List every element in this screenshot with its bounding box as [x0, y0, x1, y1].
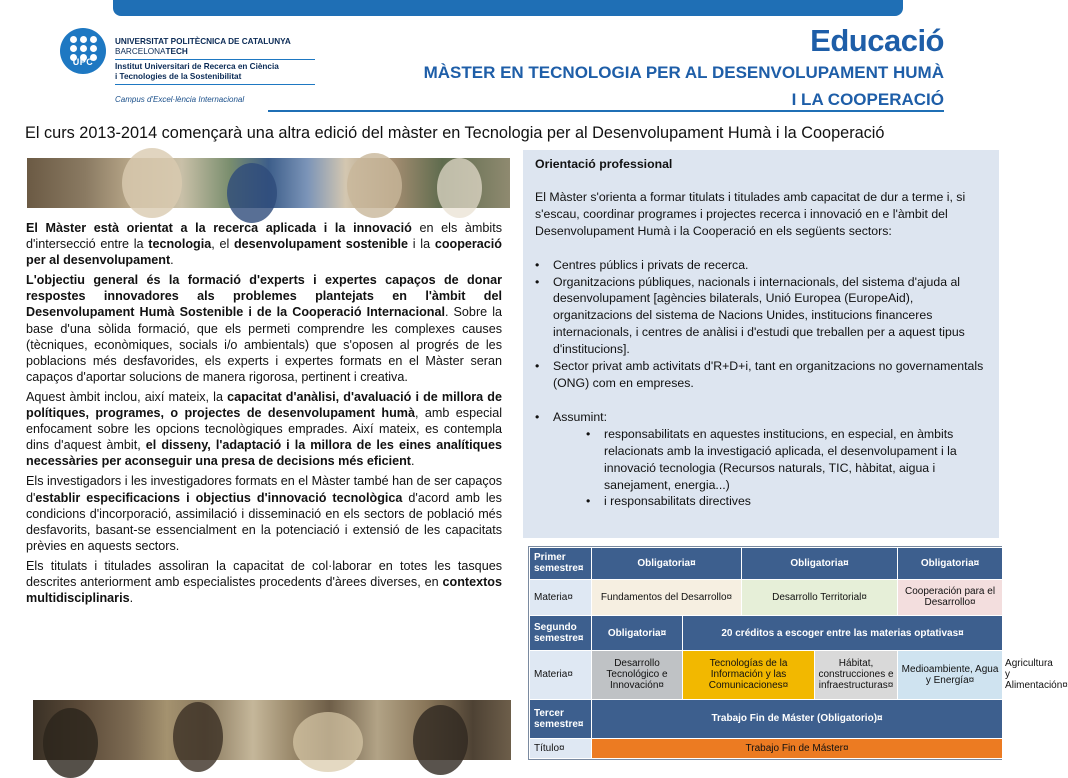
bold-text-run: capacitat d'anàlisi, d'avaluació i de millora de polítiques, programes, o projectes de desenvolupament humà: [26, 389, 502, 421]
text-run: Els investigadors i les investigadores formats en el Màster també han de ser capaços d': [26, 474, 502, 505]
master-description: [26, 220, 502, 610]
field-work-photo: [27, 158, 510, 208]
text-run: en els àmbits d'intersecció entre la: [26, 221, 502, 252]
university-name: UNIVERSITAT POLITÈCNICA DE CATALUNYA: [115, 37, 291, 46]
list-item: • responsabilitats en aquestes institucions, en especial, en àmbits relacionats amb la investigació aplicada, el desenvolupament i la innovació tecnologia (Recursos naturals, TIC, hàbitat, aigua i sanejament, energia...): [535, 426, 987, 494]
table-cell: Obligatoria¤: [742, 548, 898, 580]
page-subtitle-line1: MÀSTER EN TECNOLOGIA PER AL DESENVOLUPAMENT HUMÀ: [423, 63, 944, 82]
text-run: d'acord amb les condicions d'incorporació, assimilació i disseminació en els sectors de població més desfavorits, basant-se essencialment en la potenciació i extensió de les capacitats prèvies en aquests sectors.: [26, 490, 502, 553]
text-run: .: [410, 454, 415, 469]
page-subtitle-line2: I LA COOPERACIÓ: [791, 90, 944, 109]
table-row: [530, 579, 1003, 616]
row-label: Materia¤: [530, 579, 592, 616]
description-paragraph: [26, 220, 502, 268]
table-cell: Tecnologías de la Información y las Comunicaciones¤: [683, 650, 815, 699]
text-run: , amb especial enfocament sobre les opcions tecnològiques emprades. Així mateix, es contempla dins d'aquest àmbit,: [26, 406, 502, 453]
bold-text-run: desenvolupament sostenible: [233, 237, 409, 252]
text-run: .: [170, 253, 174, 268]
text-run: .: [129, 591, 134, 606]
table-cell: Desarrollo Territorial¤: [742, 579, 898, 616]
table-cell: Cooperación para el Desarrollo¤: [898, 579, 1003, 616]
row-label: Materia¤: [530, 650, 592, 699]
table-row: [530, 699, 1003, 738]
logo-text: UPC: [72, 57, 94, 67]
logo-divider: [115, 84, 315, 85]
table-cell: Obligatoria¤: [898, 548, 1003, 580]
bold-text-run: L'objectiu general és la formació d'experts i expertes capaços de donar respostes innovadores als problemes plantejats en l'àmbit del Desenvolupament Humà Sostenible i de la Cooperació Internacional: [26, 273, 502, 320]
table-row: Materia¤ Desarrollo Tecnológico e Innovación¤ Tecnologías de la Información y las Comunicaciones¤ Hábitat, construcciones e infraestructuras¤ Medioambiente, Agua y Energía¤ Agricultura y Alimentación¤: [530, 650, 1003, 699]
assumint-sublist: [535, 426, 987, 511]
institute-name: Institut Universitari de Recerca en Ciència i Tecnologies de la Sostenibilitat: [115, 62, 279, 81]
community-photo: [33, 700, 511, 760]
professional-orientation-panel: [523, 150, 999, 538]
list-item: • Sector privat amb activitats d'R+D+i, tant en organitzacions no governamentals (ONG) com en empreses.: [535, 358, 987, 392]
orientation-intro: El Màster s'orienta a formar titulats i titulades amb capacitat de dur a terme i, si s'escau, coordinar programes i projectes recerca i innovació en e l'àmbit del Desenvolupament Humà i la Cooperació en els següents sectors:: [535, 189, 966, 238]
list-item: • Organitzacions públiques, nacionals i internacionals, del sistema d'ajuda al desenvolupament [agències bilaterals, Unió Europea (EuropeAid), organitzacions del sistema de Nacions Unides, institucions financeres internacionals, i centres de anàlisi i d'estudi que treballen per a aquest tipus d'institucions].: [535, 274, 987, 359]
orientation-title: Orientació professional: [535, 157, 673, 171]
list-item: • Centres públics i privats de recerca.: [535, 257, 987, 274]
table-cell: 20 créditos a escoger entre las materias optativas¤: [683, 616, 1003, 651]
bold-text-run: contextos multidisciplinaris: [26, 574, 502, 606]
description-paragraph: [26, 558, 502, 606]
program-structure-table: [528, 546, 1068, 760]
semester-label: Primer semestre¤: [530, 548, 592, 580]
text-run: Els titulats i titulades assoliran la capacitat de col·laborar en totes les tasques descrites anteriorment amb especialistes procedents d'àrees diverses, en: [26, 558, 502, 589]
page-title: Educació: [810, 23, 944, 58]
table-cell: Trabajo Fin de Máster¤: [592, 738, 1003, 758]
table-row: [530, 616, 1003, 651]
bold-text-run: establir especificacions i objectius d'innovació tecnològica: [35, 490, 403, 505]
table-cell: Medioambiente, Agua y Energía¤: [898, 650, 1003, 699]
text-run: , el: [211, 237, 234, 252]
list-item: • Assumint:: [535, 409, 987, 426]
table-row: [530, 738, 1003, 758]
semester-label: Tercer semestre¤: [530, 699, 592, 738]
bold-text-run: el disseny, l'adaptació i la millora de les eines analítiques necessàries per aconseguir una presa de decisions més eficient: [26, 438, 502, 469]
row-label: Título¤: [530, 738, 592, 758]
table-cell: Trabajo Fin de Máster (Obligatorio)¤: [592, 699, 1003, 738]
description-paragraph: [26, 272, 502, 385]
table-cell: Desarrollo Tecnológico e Innovación¤: [592, 650, 683, 699]
table-row: [530, 548, 1003, 580]
text-run: i la: [408, 237, 435, 252]
top-banner-bar: [113, 0, 903, 16]
campus-label: Campus d'Excel·lència Internacional: [115, 95, 245, 104]
bold-text-run: cooperació per al desenvolupament: [26, 237, 502, 268]
list-item: • i responsabilitats directives: [535, 493, 987, 510]
logo-divider: [115, 59, 315, 60]
description-paragraph: [26, 473, 502, 553]
description-paragraph: [26, 389, 502, 469]
table-cell: Hábitat, construcciones e infraestructuras¤: [815, 650, 898, 699]
sector-list: [535, 257, 987, 392]
bold-text-run: tecnologia: [148, 237, 212, 252]
intro-sentence: El curs 2013-2014 començarà una altra edició del màster en Tecnologia per al Desenvolupament Humà i la Cooperació: [25, 124, 885, 142]
semester-label: Segundo semestre¤: [530, 616, 592, 651]
bold-text-run: El Màster està orientat a la recerca aplicada i la innovació: [26, 221, 412, 235]
assumint-list: [535, 409, 987, 426]
table-cell: Fundamentos del Desarrollo¤: [592, 579, 742, 616]
text-run: . Sobre la base d'una sòlida formació, que els permeti comprendre les complexes causes (tècniques, econòmiques, socials i/o ambientals) que s'oposen al progrés de les poblacions més desfavorides, els experts i expertes formats en el Màster seran capaços d'aportar solucions de manera rigorosa, pertinent i creativa.: [26, 305, 503, 384]
upc-logo: [60, 28, 106, 74]
table-cell: Obligatoria¤: [592, 548, 742, 580]
header-rule: [268, 110, 944, 112]
text-run: Aquest àmbit inclou, així mateix, la: [26, 389, 228, 404]
table-cell: Obligatoria¤: [592, 616, 683, 651]
barcelona-tech: BARCELONATECH: [115, 47, 188, 56]
